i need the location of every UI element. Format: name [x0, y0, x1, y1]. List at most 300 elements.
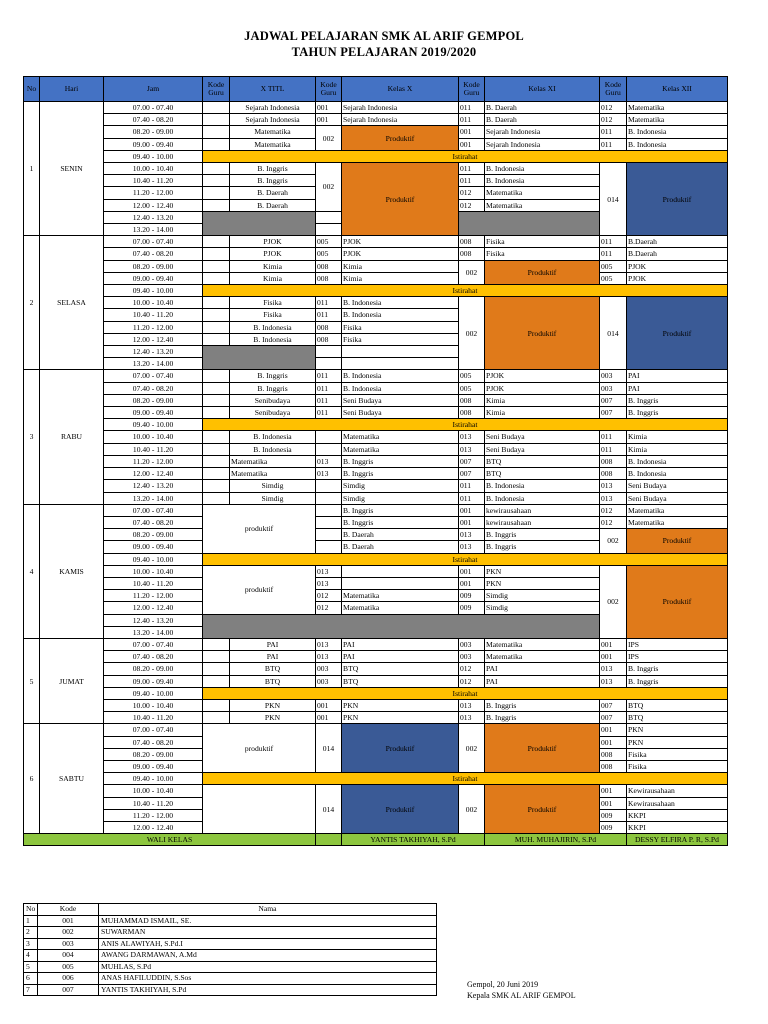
kode-cell: 014	[600, 163, 627, 236]
kelas-xi-subject: Matematika	[485, 187, 600, 199]
table-row	[24, 565, 728, 577]
kode-cell: 013	[459, 529, 485, 541]
kelas-xii-subject: PKN	[627, 724, 728, 736]
kode-cell: 014	[316, 785, 342, 834]
time-cell: 13.20 - 14.00	[104, 626, 203, 638]
kelas-xi-subject: B. Indonesia	[485, 480, 600, 492]
signature-title: Kepala SMK AL ARIF GEMPOL	[467, 991, 576, 1000]
kode-cell: 008	[600, 455, 627, 467]
kode-cell: 011	[316, 394, 342, 406]
teacher-no: 4	[24, 950, 38, 962]
teacher-name: ANIS ALAWIYAH, S.Pd.I	[99, 938, 437, 950]
kode-cell	[316, 492, 342, 504]
table-row	[24, 480, 728, 492]
kode-cell: 013	[316, 455, 342, 467]
kelas-x-subject: Sejarah Indonesia	[342, 102, 459, 114]
kode-cell: 011	[316, 309, 342, 321]
time-cell: 12.40 - 13.20	[104, 480, 203, 492]
kelas-x-subject: Sejarah Indonesia	[342, 114, 459, 126]
time-cell: 09.00 - 09.40	[104, 541, 203, 553]
kelas-xii-subject: Seni Budaya	[627, 492, 728, 504]
kode-cell: 001	[600, 638, 627, 650]
kode-cell: 012	[600, 516, 627, 528]
x-subject: B. Inggris	[230, 163, 316, 175]
kelas-xii-subject: PJOK	[627, 272, 728, 284]
kelas-xii-subject: B. Inggris	[627, 675, 728, 687]
x-subject: Senibudaya	[230, 407, 316, 419]
kelas-xi-subject: PJOK	[485, 382, 600, 394]
kelas-xii-subject: Kimia	[627, 431, 728, 443]
kelas-xii-subject: IPS	[627, 638, 728, 650]
kode-cell: 001	[316, 712, 342, 724]
kode-cell: 003	[316, 663, 342, 675]
produktif-block: Produktif	[485, 724, 600, 773]
kelas-xi-subject: PKN	[485, 577, 600, 589]
kelas-xii-subject: PAI	[627, 382, 728, 394]
kelas-xii-subject: Matematika	[627, 516, 728, 528]
time-cell: 07.40 - 08.20	[104, 114, 203, 126]
break-row: Istirahat	[203, 285, 728, 297]
time-cell: 09.00 - 09.40	[104, 407, 203, 419]
empty-cell	[203, 651, 230, 663]
time-cell: 10.40 - 11.20	[104, 797, 203, 809]
kode-cell: 011	[600, 248, 627, 260]
wali-kelas-row	[24, 834, 728, 846]
break-row: Istirahat	[203, 773, 728, 785]
header-jam: Jam	[104, 77, 203, 102]
page-title: JADWAL PELAJARAN SMK AL ARIF GEMPOL	[244, 29, 524, 43]
kelas-x-subject: Fisika	[342, 321, 459, 333]
day-number: 1	[24, 102, 40, 236]
empty-cell	[203, 663, 230, 675]
kelas-x-subject: B. Inggris	[342, 455, 459, 467]
kelas-xii-subject: PJOK	[627, 260, 728, 272]
kode-cell: 011	[459, 175, 485, 187]
produktif-block: Produktif	[485, 260, 600, 284]
teacher-no: 5	[24, 961, 38, 973]
teacher-row	[24, 950, 437, 962]
kode-cell: 011	[316, 370, 342, 382]
kode-cell: 001	[459, 126, 485, 138]
kelas-xii-subject: Matematika	[627, 114, 728, 126]
header-kelas-xii: Kelas XII	[627, 77, 728, 102]
time-cell: 07.00 - 07.40	[104, 724, 203, 736]
time-cell: 09.40 - 10.00	[104, 419, 203, 431]
time-cell: 11.20 - 12.00	[104, 455, 203, 467]
table-row	[24, 431, 728, 443]
kode-cell: 011	[600, 236, 627, 248]
kode-cell: 001	[600, 651, 627, 663]
x-subject: produktif	[203, 565, 316, 614]
time-cell: 12.00 - 12.40	[104, 468, 203, 480]
x-subject: B. Indonesia	[230, 443, 316, 455]
x-subject: Simdig	[230, 480, 316, 492]
kelas-x-subject: PJOK	[342, 248, 459, 260]
kelas-xii-subject: KKPI	[627, 821, 728, 833]
table-row	[24, 638, 728, 650]
kelas-xi-subject: PKN	[485, 565, 600, 577]
kode-cell	[316, 504, 342, 516]
teacher-name: YANTIS TAKHIYAH, S.Pd	[99, 984, 437, 996]
empty-cell	[203, 712, 230, 724]
time-cell: 10.40 - 11.20	[104, 175, 203, 187]
kelas-xii-subject: Matematika	[627, 102, 728, 114]
kelas-x-subject: B. Indonesia	[342, 382, 459, 394]
table-row	[24, 699, 728, 711]
kode-cell: 008	[459, 394, 485, 406]
kode-cell: 012	[316, 590, 342, 602]
empty-cell	[203, 102, 230, 114]
kode-cell: 003	[600, 370, 627, 382]
page-subtitle: TAHUN PELAJARAN 2019/2020	[291, 45, 477, 59]
kode-cell: 001	[600, 797, 627, 809]
table-row	[24, 150, 728, 162]
teacher-kode: 005	[38, 961, 99, 973]
kode-cell: 002	[459, 260, 485, 284]
produktif-block: Produktif	[627, 529, 728, 553]
kelas-xii-subject: BTQ	[627, 699, 728, 711]
time-cell: 10.00 - 10.40	[104, 565, 203, 577]
kelas-x-subject: PKN	[342, 699, 459, 711]
teacher-no: 2	[24, 927, 38, 939]
produktif-block: Produktif	[342, 724, 459, 773]
time-cell: 08.20 - 09.00	[104, 394, 203, 406]
time-cell: 07.40 - 08.20	[104, 248, 203, 260]
x-subject: produktif	[203, 504, 316, 553]
kelas-x-subject: B. Indonesia	[342, 297, 459, 309]
time-cell: 12.40 - 13.20	[104, 614, 203, 626]
x-subject: B. Indonesia	[230, 431, 316, 443]
table-row	[24, 663, 728, 675]
kode-cell: 013	[316, 577, 342, 589]
kelas-xi-subject: Seni Budaya	[485, 431, 600, 443]
time-cell: 09.40 - 10.00	[104, 285, 203, 297]
teacher-name: MUHAMMAD ISMAIL, SE.	[99, 915, 437, 927]
time-cell: 11.20 - 12.00	[104, 590, 203, 602]
table-row	[24, 492, 728, 504]
time-cell: 07.00 - 07.40	[104, 638, 203, 650]
empty-cell	[316, 834, 342, 846]
kelas-xi-subject: Fisika	[485, 236, 600, 248]
empty-cell	[203, 126, 230, 138]
kelas-x-subject: B. Inggris	[342, 468, 459, 480]
kelas-x-subject	[342, 565, 459, 577]
time-cell: 12.00 - 12.40	[104, 821, 203, 833]
time-cell: 09.40 - 10.00	[104, 773, 203, 785]
empty-cell	[203, 675, 230, 687]
kode-cell: 012	[600, 102, 627, 114]
day-number: 4	[24, 504, 40, 638]
table-row	[24, 114, 728, 126]
day-name: SENIN	[40, 102, 104, 236]
time-cell: 08.20 - 09.00	[104, 663, 203, 675]
time-cell: 12.40 - 13.20	[104, 211, 203, 223]
table-row	[24, 529, 728, 541]
table-row	[24, 468, 728, 480]
kelas-xii-subject: PKN	[627, 736, 728, 748]
kelas-xii-subject: PAI	[627, 370, 728, 382]
x-subject: Matematika	[230, 455, 316, 467]
kelas-x-subject: Matematika	[342, 431, 459, 443]
time-cell: 11.20 - 12.00	[104, 187, 203, 199]
kelas-x-subject: PAI	[342, 638, 459, 650]
kode-cell: 005	[316, 236, 342, 248]
day-number: 2	[24, 236, 40, 370]
kode-cell: 012	[600, 504, 627, 516]
kode-cell: 007	[459, 468, 485, 480]
kode-cell: 013	[459, 443, 485, 455]
kode-cell: 013	[316, 651, 342, 663]
day-number: 3	[24, 370, 40, 504]
break-row: Istirahat	[203, 687, 728, 699]
kode-cell: 001	[316, 699, 342, 711]
x-subject: PJOK	[230, 236, 316, 248]
kode-cell: 011	[459, 114, 485, 126]
empty-cell	[203, 187, 230, 199]
kelas-xii-subject: Kewirausahaan	[627, 797, 728, 809]
kelas-x-subject: PAI	[342, 651, 459, 663]
kelas-xi-subject: B. Inggris	[485, 712, 600, 724]
kode-cell: 011	[459, 480, 485, 492]
time-cell: 09.40 - 10.00	[104, 553, 203, 565]
kelas-xi-subject: kewirausahaan	[485, 504, 600, 516]
kode-cell: 002	[459, 297, 485, 370]
teacher-header-no: No	[24, 904, 38, 916]
x-subject: Kimia	[230, 272, 316, 284]
day-name: JUMAT	[40, 638, 104, 723]
kelas-xii-subject: Kewirausahaan	[627, 785, 728, 797]
kode-cell: 009	[600, 821, 627, 833]
kode-cell: 001	[459, 577, 485, 589]
kode-cell	[316, 516, 342, 528]
kelas-xii-subject: B. Indonesia	[627, 138, 728, 150]
kode-cell: 012	[459, 187, 485, 199]
kelas-xi-subject: kewirausahaan	[485, 516, 600, 528]
kelas-xi-subject: Simdig	[485, 590, 600, 602]
kode-cell: 002	[316, 163, 342, 212]
kelas-x-subject: B. Inggris	[342, 516, 459, 528]
table-row	[24, 785, 728, 797]
produktif-block: Produktif	[342, 126, 459, 150]
empty-cell	[316, 211, 342, 223]
kode-cell: 001	[459, 516, 485, 528]
kelas-x-subject: Kimia	[342, 260, 459, 272]
kode-cell: 014	[600, 297, 627, 370]
time-cell: 08.20 - 09.00	[104, 260, 203, 272]
empty-cell	[203, 370, 230, 382]
time-cell: 08.20 - 09.00	[104, 529, 203, 541]
table-row	[24, 504, 728, 516]
kode-cell: 003	[459, 638, 485, 650]
produktif-block: Produktif	[485, 785, 600, 834]
kode-cell: 011	[316, 297, 342, 309]
empty-cell	[203, 699, 230, 711]
kelas-xi-subject: B. Indonesia	[485, 163, 600, 175]
kelas-xii-subject: B. Indonesia	[627, 468, 728, 480]
time-cell: 07.00 - 07.40	[104, 504, 203, 516]
kode-cell: 002	[316, 126, 342, 150]
x-subject: B. Inggris	[230, 175, 316, 187]
kelas-xii-subject: Fisika	[627, 760, 728, 772]
produktif-block: Produktif	[342, 163, 459, 236]
time-cell: 09.40 - 10.00	[104, 687, 203, 699]
kode-cell: 003	[459, 651, 485, 663]
empty-cell	[203, 272, 230, 284]
header-kode-guru: Kode Guru	[316, 77, 342, 102]
kode-cell: 013	[316, 565, 342, 577]
header-x-titl: X TITL	[230, 77, 316, 102]
kelas-xii-subject: Kimia	[627, 443, 728, 455]
header-kode-guru: Kode Guru	[600, 77, 627, 102]
kode-cell: 007	[600, 394, 627, 406]
time-cell: 09.00 - 09.40	[104, 272, 203, 284]
table-row	[24, 773, 728, 785]
kode-cell: 008	[600, 748, 627, 760]
kode-cell: 013	[459, 541, 485, 553]
kelas-x-subject: PKN	[342, 712, 459, 724]
time-cell: 07.00 - 07.40	[104, 370, 203, 382]
header-kelas-xi: Kelas XI	[485, 77, 600, 102]
teacher-name: SUWARMAN	[99, 927, 437, 939]
kode-cell: 008	[316, 333, 342, 345]
time-cell: 07.00 - 07.40	[104, 102, 203, 114]
time-cell: 09.00 - 09.40	[104, 138, 203, 150]
kode-cell: 013	[600, 675, 627, 687]
teacher-row	[24, 961, 437, 973]
kode-cell: 001	[600, 785, 627, 797]
kode-cell: 011	[459, 163, 485, 175]
signature-date: Gempol, 20 Juni 2019	[467, 980, 539, 989]
time-cell: 10.40 - 11.20	[104, 443, 203, 455]
kode-cell: 003	[600, 382, 627, 394]
kode-cell: 005	[459, 370, 485, 382]
table-row	[24, 516, 728, 528]
kelas-xii-subject: KKPI	[627, 809, 728, 821]
kode-cell: 002	[600, 529, 627, 553]
table-header-row	[24, 77, 728, 102]
kelas-xi-subject: B. Indonesia	[485, 175, 600, 187]
table-row	[24, 675, 728, 687]
kode-cell: 001	[459, 565, 485, 577]
kelas-xi-subject: BTQ	[485, 468, 600, 480]
produktif-block: Produktif	[627, 565, 728, 638]
table-row	[24, 455, 728, 467]
empty-cell	[203, 236, 230, 248]
empty-cell	[203, 175, 230, 187]
time-cell: 07.40 - 08.20	[104, 736, 203, 748]
kode-cell: 013	[459, 431, 485, 443]
teacher-name: AWANG DARMAWAN, A.Md	[99, 950, 437, 962]
kelas-xi-subject: B. Inggris	[485, 699, 600, 711]
time-cell: 12.00 - 12.40	[104, 333, 203, 345]
kode-cell: 005	[600, 260, 627, 272]
teacher-header-nama: Nama	[99, 904, 437, 916]
kelas-x-subject: Seni Budaya	[342, 394, 459, 406]
kelas-x-subject: Fisika	[342, 333, 459, 345]
kode-cell: 013	[600, 480, 627, 492]
empty-cell	[203, 394, 230, 406]
kelas-xi-subject: Fisika	[485, 248, 600, 260]
kode-cell: 005	[600, 272, 627, 284]
kelas-xii-subject: B. Indonesia	[627, 455, 728, 467]
empty-cell	[203, 114, 230, 126]
kode-cell: 012	[459, 663, 485, 675]
x-subject: B. Inggris	[230, 370, 316, 382]
kelas-xi-subject: Matematika	[485, 199, 600, 211]
kode-cell: 008	[459, 407, 485, 419]
empty-cell	[203, 492, 230, 504]
empty-cell	[316, 346, 342, 358]
table-row	[24, 382, 728, 394]
produktif-block: Produktif	[342, 785, 459, 834]
header-kode-guru: Kode Guru	[203, 77, 230, 102]
time-cell: 11.20 - 12.00	[104, 321, 203, 333]
teacher-kode: 003	[38, 938, 99, 950]
table-row	[24, 407, 728, 419]
time-cell: 10.40 - 11.20	[104, 577, 203, 589]
kelas-xii-subject: Fisika	[627, 748, 728, 760]
teacher-kode: 001	[38, 915, 99, 927]
kelas-xi-subject: Sejarah Indonesia	[485, 126, 600, 138]
header-no: No	[24, 77, 40, 102]
empty-block	[203, 211, 316, 235]
teacher-header-kode: Kode	[38, 904, 99, 916]
table-row	[24, 126, 728, 138]
empty-cell	[203, 382, 230, 394]
teacher-no: 1	[24, 915, 38, 927]
kelas-xi-subject: Sejarah Indonesia	[485, 138, 600, 150]
table-row	[24, 651, 728, 663]
kelas-xi-subject: B. Inggris	[485, 541, 600, 553]
kode-cell: 001	[316, 102, 342, 114]
x-subject: Fisika	[230, 309, 316, 321]
header-kelas-x: Kelas X	[342, 77, 459, 102]
x-subject: Matematika	[230, 468, 316, 480]
x-subject: Simdig	[230, 492, 316, 504]
time-cell: 12.40 - 13.20	[104, 346, 203, 358]
time-cell: 08.20 - 09.00	[104, 126, 203, 138]
empty-cell	[203, 321, 230, 333]
time-cell: 09.00 - 09.40	[104, 760, 203, 772]
time-cell: 10.00 - 10.40	[104, 785, 203, 797]
x-subject: B. Daerah	[230, 187, 316, 199]
kode-cell: 012	[316, 602, 342, 614]
x-subject: Sejarah Indonesia	[230, 102, 316, 114]
kelas-xii-subject: Seni Budaya	[627, 480, 728, 492]
kelas-x-subject: PJOK	[342, 236, 459, 248]
x-subject: BTQ	[230, 675, 316, 687]
empty-cell	[203, 431, 230, 443]
teacher-kode: 002	[38, 927, 99, 939]
x-subject: B. Indonesia	[230, 321, 316, 333]
x-subject: B. Indonesia	[230, 333, 316, 345]
table-row	[24, 712, 728, 724]
time-cell: 10.40 - 11.20	[104, 712, 203, 724]
x-subject: produktif	[203, 724, 316, 773]
kelas-x-subject: Matematika	[342, 602, 459, 614]
time-cell: 10.40 - 11.20	[104, 309, 203, 321]
wali-kelas-x: YANTIS TAKHIYAH, S.Pd	[342, 834, 485, 846]
kelas-xii-subject: IPS	[627, 651, 728, 663]
kelas-xi-subject: PAI	[485, 675, 600, 687]
kode-cell: 009	[600, 809, 627, 821]
kode-cell: 009	[459, 590, 485, 602]
wali-kelas-label: WALI KELAS	[24, 834, 316, 846]
kode-cell: 012	[600, 114, 627, 126]
time-cell: 12.00 - 12.40	[104, 602, 203, 614]
table-row	[24, 102, 728, 114]
empty-cell	[203, 309, 230, 321]
